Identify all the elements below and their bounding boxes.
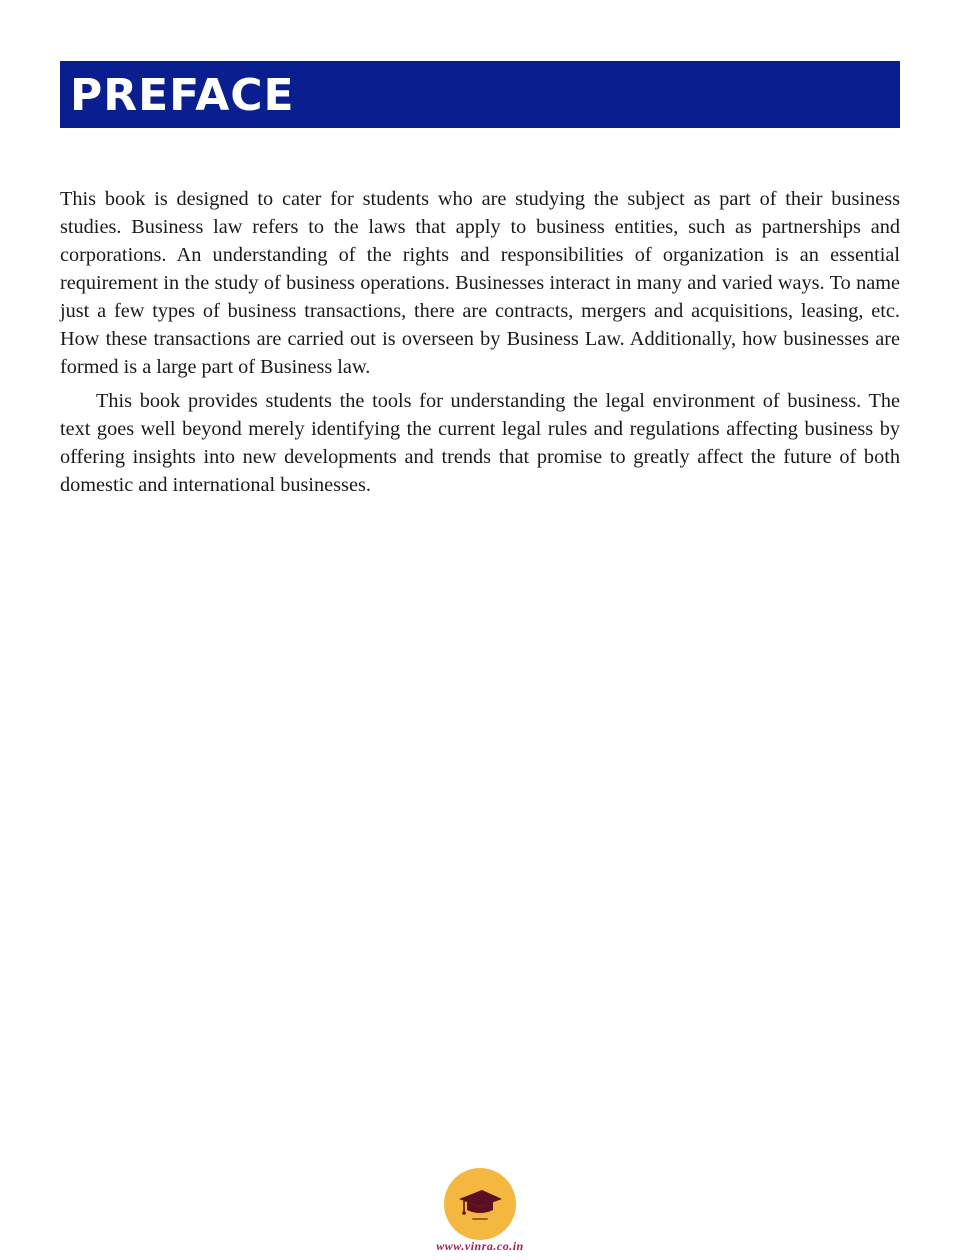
publisher-logo xyxy=(444,1168,516,1240)
paragraph-2: This book provides students the tools for understanding the legal environment of business. The text goes well beyond merely identifying the current legal rules and regulations affecting business by offering insights into new developments and trends that promise to greatly affect the future of both domestic and international businesses. xyxy=(60,390,900,496)
footer-url[interactable]: www.vinra.co.in xyxy=(436,1239,524,1253)
paragraph-1: This book is designed to cater for students who are studying the subject as part of their business studies. Business law refers to the laws that apply to business entities, such as partnerships and corporations. An understanding of the rights and responsibilities of organization is an essential requirement in the study of business operations. Businesses interact in many and varied ways. To name just a few types of business transactions, there are contracts, mergers and acquisitions, leasing, etc. How these transactions are carried out is overseen by Business Law. Additionally, how businesses are formed is a large part of Business law. xyxy=(60,188,900,378)
section-header-band xyxy=(60,61,900,128)
body-text xyxy=(60,185,900,499)
graduation-cap-icon xyxy=(444,1168,516,1240)
page-title: PREFACE xyxy=(70,69,295,121)
